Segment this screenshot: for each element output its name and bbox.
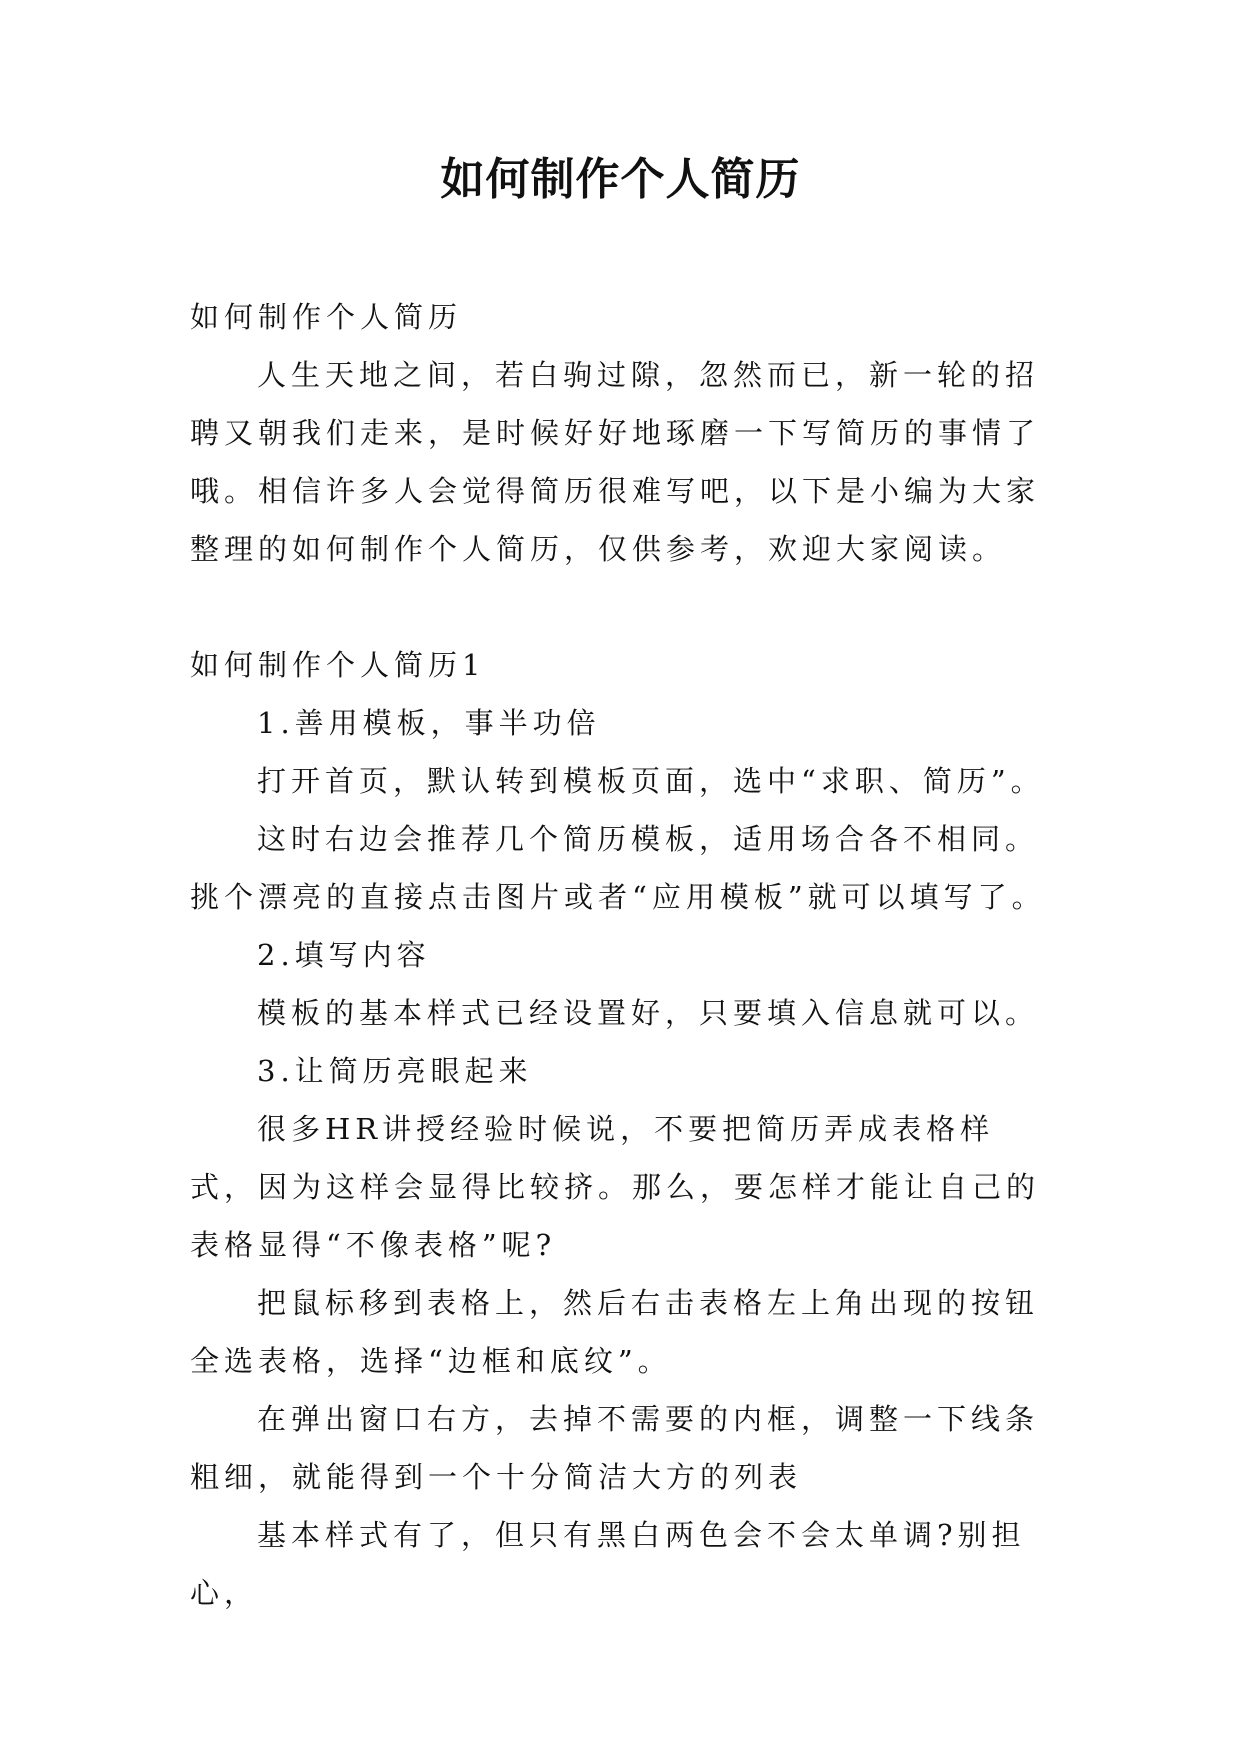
body-paragraph: 打开首页，默认转到模板页面，选中“求职、简历”。 (257, 764, 1045, 798)
document-title: 如何制作个人简历 (440, 154, 801, 205)
document-body (190, 288, 1056, 1622)
body-paragraph: 这时右边会推荐几个简历模板，适用场合各不相同。挑个漂亮的直接点击图片或者“应用模板”就可以填写了。 (190, 822, 1046, 914)
step-heading-3: 3.让简历亮眼起来 (257, 1054, 533, 1088)
body-paragraph: 把鼠标移到表格上，然后右击表格左上角出现的按钮全选表格，选择“边框和底纹”。 (190, 1286, 1040, 1378)
section-heading-1: 如何制作个人简历1 (190, 648, 486, 682)
step-heading-2: 2.填写内容 (257, 938, 431, 972)
body-paragraph: 基本样式有了，但只有黑白两色会不会太单调?别担心， (190, 1518, 1026, 1610)
intro-paragraph: 人生天地之间，若白驹过隙，忽然而已，新一轮的招聘又朝我们走来，是时候好好地琢磨一下写简历的事情了哦。相信许多人会觉得简历很难写吧，以下是小编为大家整理的如何制作个人简历，仅供参考，欢迎大家阅读。 (190, 358, 1041, 566)
section-heading: 如何制作个人简历 (190, 300, 463, 334)
body-paragraph: 在弹出窗口右方，去掉不需要的内框，调整一下线条粗细，就能得到一个十分简洁大方的列表 (190, 1402, 1040, 1494)
body-paragraph: 模板的基本样式已经设置好，只要填入信息就可以。 (257, 996, 1040, 1030)
body-paragraph: 很多HR讲授经验时候说，不要把简历弄成表格样式，因为这样会显得比较挤。那么，要怎样才能让自己的表格显得“不像表格”呢? (190, 1112, 1041, 1262)
step-heading-1: 1.善用模板，事半功倍 (257, 706, 601, 740)
